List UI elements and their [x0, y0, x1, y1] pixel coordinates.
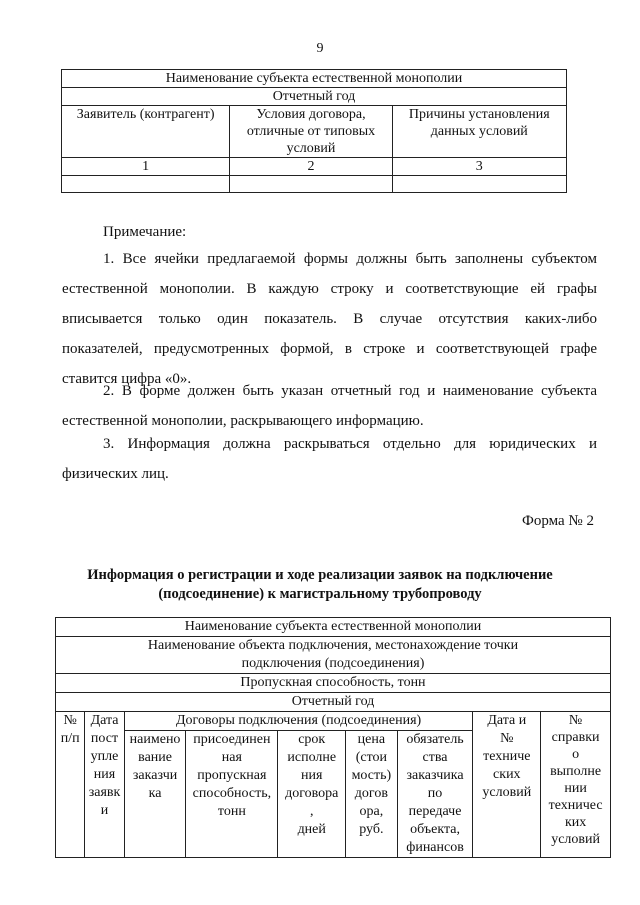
col-contract-term [278, 731, 346, 858]
text-line: вписывается только один показатель. В случае отсутствия каких-либо [62, 311, 597, 327]
col-connected-capacity [186, 731, 278, 858]
cell-line: договора [285, 786, 339, 801]
cell-line: № [568, 713, 583, 728]
cell-line: , [309, 804, 314, 819]
cell-line: обязатель [406, 732, 464, 747]
cell-line: по [427, 786, 443, 801]
cell-line: нии [564, 781, 587, 796]
entity-name-row: Наименование субъекта естественной монополии [62, 70, 567, 88]
capacity-row: Пропускная способность, тонн [56, 674, 611, 693]
col-contract-price [346, 731, 398, 858]
note-paragraph-3 [62, 429, 597, 489]
cell-line: выполне [550, 764, 602, 779]
cell-line: дней [297, 822, 326, 837]
cell-line: передаче [408, 804, 462, 819]
page-number: 9 [316, 41, 324, 56]
reporting-year-row: Отчетный год [56, 693, 611, 712]
cell-line: ства [422, 750, 448, 765]
cell-line: вание [138, 750, 172, 765]
cell-line: ния [301, 768, 323, 783]
form-label: Форма № 2 [522, 513, 594, 529]
col-customer-obligations [397, 731, 473, 858]
cell-line: срок [298, 732, 326, 747]
section-heading [40, 566, 600, 604]
cell-line: ния [93, 767, 116, 782]
cell-line: пропускная [197, 768, 267, 783]
cell-line: финансов [406, 840, 464, 855]
reporting-year-row: Отчетный год [62, 88, 567, 106]
col-number-2: 2 [230, 158, 392, 176]
cell-line: условий [482, 785, 532, 800]
text-line: 3. Информация должна раскрываться отдельно для юридических и [103, 436, 597, 452]
cell-line: и [100, 803, 109, 818]
cell-line: руб. [359, 822, 384, 837]
cell-line: ка [148, 786, 162, 801]
header-reasons: Причины установления данных условий [392, 106, 566, 158]
empty-cell [230, 176, 392, 193]
heading-line: (подсоединение) к магистральному трубопроводу [158, 586, 482, 602]
table-form-2 [55, 617, 611, 858]
text-line: естественной монополии, раскрывающего информацию. [62, 413, 424, 429]
cell-line: ная [221, 750, 242, 765]
empty-cell [392, 176, 566, 193]
header-contract-terms: Условия договора, отличные от типовых условий [230, 106, 392, 158]
col-customer-name [124, 731, 186, 858]
cell-line: п/п [60, 731, 80, 746]
cell-line: заказчи [132, 768, 178, 783]
col-tech-conditions-date [473, 712, 541, 858]
cell-line: техничес [548, 798, 603, 813]
col-number-3: 3 [392, 158, 566, 176]
text-line: 2. В форме должен быть указан отчетный год и наименование субъекта [103, 383, 597, 399]
cell-line: ора, [359, 804, 384, 819]
note-title: Примечание: [103, 224, 187, 240]
cell-line: Наименование объекта подключения, местонахождение точки [147, 638, 519, 653]
cell-line: № [500, 731, 514, 746]
note-paragraph-2 [62, 376, 597, 436]
cell-line: техниче [483, 749, 531, 764]
table-form-1 [61, 69, 567, 193]
cell-line: условий [551, 832, 600, 847]
text-line: ставится цифра «0». [62, 371, 192, 387]
cell-line: ких [564, 815, 587, 830]
heading-line: Информация о регистрации и ходе реализации заявок на подключение [87, 567, 553, 583]
cell-line: исполне [287, 750, 337, 765]
col-application-date [85, 712, 124, 858]
cell-line: (стои [355, 750, 388, 765]
cell-line: тонн [217, 804, 246, 819]
cell-line: № [63, 713, 77, 728]
cell-line: заказчика [406, 768, 464, 783]
empty-cell [62, 176, 230, 193]
text-line: физических лиц. [62, 466, 169, 482]
cell-line: справки [551, 730, 600, 745]
cell-line: заявк [88, 785, 121, 800]
cell-line: Дата и [487, 713, 527, 728]
cell-line: присоединен [193, 732, 271, 747]
cell-line: подключения (подсоединения) [241, 656, 425, 671]
cell-line: способность, [192, 786, 272, 801]
cell-line: мость) [351, 768, 392, 783]
col-reference-number [541, 712, 611, 858]
cell-line: догов [354, 786, 388, 801]
text-line: естественной монополии. В каждую строку и соответствующие ей графы [62, 281, 597, 297]
cell-line: наимено [129, 732, 181, 747]
cell-line: ских [493, 767, 521, 782]
entity-name-row: Наименование субъекта естественной монополии [56, 618, 611, 637]
cell-line: пост [90, 731, 119, 746]
cell-line: Дата [90, 713, 119, 728]
cell-line: о [572, 747, 580, 762]
contracts-group-header: Договоры подключения (подсоединения) [124, 712, 473, 731]
cell-line: цена [357, 732, 386, 747]
cell-line: объекта, [410, 822, 460, 837]
header-applicant: Заявитель (контрагент) [62, 106, 230, 158]
connection-object-row [56, 637, 611, 674]
text-line: 1. Все ячейки предлагаемой формы должны быть заполнены субъектом [103, 251, 597, 267]
note-paragraph-1 [62, 244, 597, 394]
text-line: показателей, предусмотренных формой, в строке и соответствующей графе [62, 341, 597, 357]
col-row-number [56, 712, 85, 858]
col-number-1: 1 [62, 158, 230, 176]
cell-line: упле [90, 749, 119, 764]
